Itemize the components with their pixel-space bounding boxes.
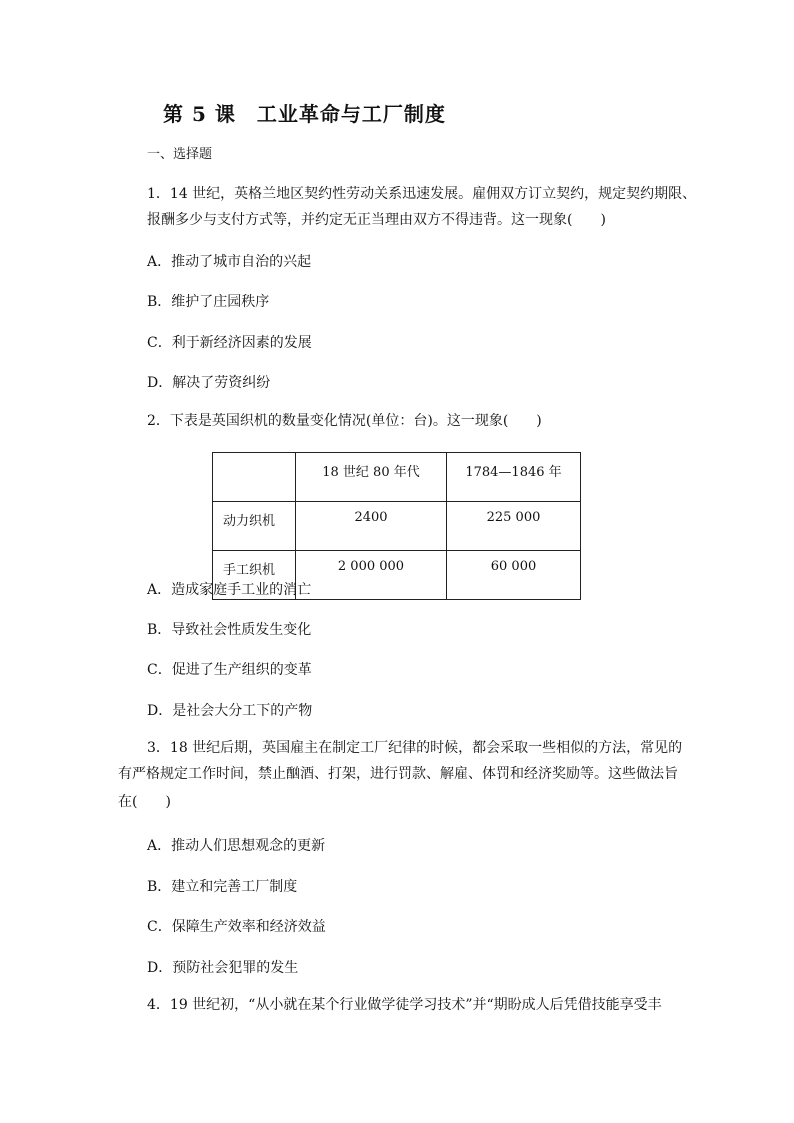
table-cell: 2 000 000	[296, 551, 447, 600]
question-3-option-b: B．建立和完善工厂制度	[147, 879, 298, 895]
table-header-cell	[213, 453, 296, 502]
question-3-line-3: 在( )	[118, 794, 171, 810]
table-cell: 2400	[296, 502, 447, 551]
table-header-cell: 18 世纪 80 年代	[296, 453, 447, 502]
loom-table	[212, 452, 581, 600]
question-3-option-c: C．保障生产效率和经济效益	[147, 919, 326, 935]
question-1-option-b: B．维护了庄园秩序	[147, 294, 270, 310]
table-cell: 动力织机	[213, 502, 296, 551]
question-2-line-1: 2．下表是英国织机的数量变化情况(单位：台)。这一现象( )	[147, 413, 542, 429]
question-1-option-a: A．推动了城市自治的兴起	[147, 254, 312, 270]
question-2-option-c: C．促进了生产组织的变革	[147, 662, 312, 678]
question-3-line-2: 有严格规定工作时间，禁止酗酒、打架，进行罚款、解雇、体罚和经济奖励等。这些做法旨	[118, 766, 678, 782]
table-header-row	[213, 453, 581, 502]
question-3-option-a: A．推动人们思想观念的更新	[147, 838, 326, 854]
table-row	[213, 502, 581, 551]
question-3-option-d: D．预防社会犯罪的发生	[147, 960, 299, 976]
table-cell: 225 000	[447, 502, 581, 551]
question-1-option-c: C．利于新经济因素的发展	[147, 335, 312, 351]
question-1-line-1: 1．14 世纪，英格兰地区契约性劳动关系迅速发展。雇佣双方订立契约，规定契约期限、	[147, 186, 697, 202]
table-header-cell: 1784—1846 年	[447, 453, 581, 502]
question-3-line-1: 3．18 世纪后期，英国雇主在制定工厂纪律的时候，都会采取一些相似的方法，常见的	[147, 740, 683, 756]
question-4-line-1: 4．19 世纪初，“从小就在某个行业做学徒学习技术”并“期盼成人后凭借技能享受丰	[147, 997, 662, 1013]
question-1-line-2: 报酬多少与支付方式等，并约定无正当理由双方不得违背。这一现象( )	[147, 212, 606, 228]
question-1-option-d: D．解决了劳资纠纷	[147, 375, 271, 391]
question-2-option-a: A．造成家庭手工业的消亡	[147, 582, 312, 598]
page-title: 第 5 课 工业革命与工厂制度	[163, 102, 446, 126]
table-cell: 60 000	[447, 551, 581, 600]
section-heading: 一、选择题	[147, 147, 213, 162]
question-2-option-d: D．是社会大分工下的产物	[147, 703, 313, 719]
question-2-option-b: B．导致社会性质发生变化	[147, 622, 312, 638]
table-cell: 手工织机	[213, 551, 296, 600]
